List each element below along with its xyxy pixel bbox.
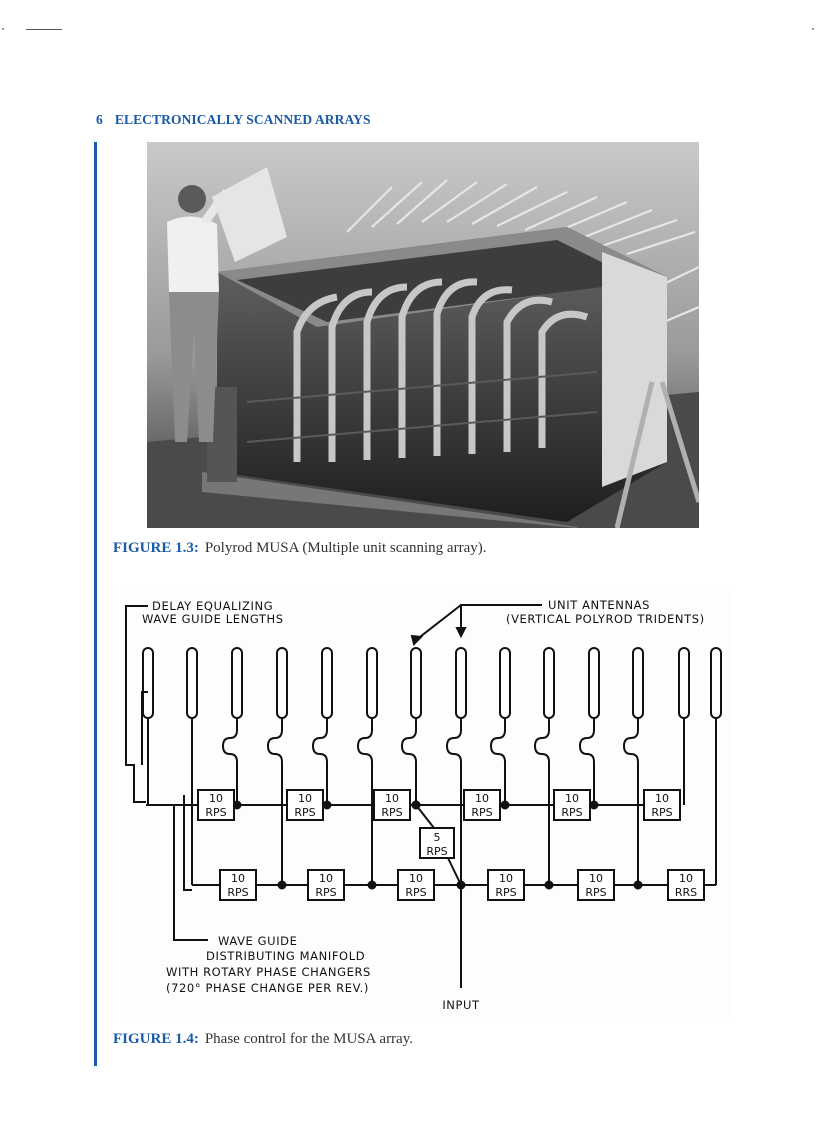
page-number: 6: [96, 112, 103, 127]
junction-dot: [324, 802, 331, 809]
phase-changer-rate: 10: [499, 872, 513, 885]
center-phase-changer-rate: 5: [433, 831, 441, 844]
phase-changer-unit: RPS: [227, 886, 249, 899]
running-title: ELECTRONICALLY SCANNED ARRAYS: [114, 112, 371, 127]
phase-changer-rate: 10: [475, 792, 489, 805]
antenna-element: [500, 648, 510, 718]
phase-changer-unit: RPS: [405, 886, 427, 899]
phase-changer-unit: RPS: [495, 886, 517, 899]
phase-changer-unit: RPS: [651, 806, 673, 819]
junction-dot: [369, 882, 376, 889]
antenna-element: [232, 648, 242, 718]
junction-dot: [635, 882, 642, 889]
antenna-element: [322, 648, 332, 718]
antenna-element: [633, 648, 643, 718]
manifold-label-line-2: DISTRIBUTING MANIFOLD: [206, 949, 366, 963]
crop-mark-right: [812, 28, 814, 30]
phase-changer-rate: 10: [319, 872, 333, 885]
figure-label: FIGURE 1.3:: [113, 540, 199, 556]
figure-caption-text: Phase control for the MUSA array.: [204, 1031, 413, 1047]
junction-dot: [502, 802, 509, 809]
antenna-element: [187, 648, 197, 718]
manifold-label-line-4: (720° PHASE CHANGE PER REV.): [166, 981, 369, 995]
phase-changer-rate: 10: [655, 792, 669, 805]
phase-changer-rate: 10: [298, 792, 312, 805]
figure-1-4-caption: [113, 1031, 413, 1048]
antenna-element: [143, 648, 153, 718]
phase-changer-rate: 10: [589, 872, 603, 885]
antenna-element: [456, 648, 466, 718]
chapter-side-bar: [94, 142, 97, 1066]
manifold-label-line-3: WITH ROTARY PHASE CHANGERS: [166, 965, 371, 979]
phase-changer-unit: RRS: [674, 886, 698, 899]
antenna-element: [589, 648, 599, 718]
phase-changer-rate: 10: [209, 792, 223, 805]
phase-changer-unit: RPS: [205, 806, 227, 819]
phase-changer-rate: 10: [565, 792, 579, 805]
antenna-element: [367, 648, 377, 718]
figure-label: FIGURE 1.4:: [113, 1031, 199, 1047]
figure-caption-text: Polyrod MUSA (Multiple unit scanning array).: [204, 540, 487, 556]
phase-changer-rate: 10: [385, 792, 399, 805]
antenna-label-line-1: UNIT ANTENNAS: [548, 598, 651, 612]
running-head: [96, 112, 371, 128]
junction-dot: [279, 882, 286, 889]
musa-photograph: [147, 142, 699, 528]
junction-dot: [591, 802, 598, 809]
antenna-label-line-2: (VERTICAL POLYROD TRIDENTS): [506, 612, 705, 626]
junction-dot: [546, 882, 553, 889]
antenna-element: [711, 648, 721, 718]
phase-changer-rate: 10: [409, 872, 423, 885]
center-phase-changer-unit: RPS: [426, 845, 448, 858]
antenna-element: [277, 648, 287, 718]
manifold-label-line-1: WAVE GUIDE: [218, 934, 298, 948]
phase-changer-unit: RPS: [294, 806, 316, 819]
figure-1-3-caption: [113, 540, 486, 557]
input-label: INPUT: [442, 998, 480, 1012]
top-rule: [26, 29, 62, 30]
delay-label-line-2: WAVE GUIDE LENGTHS: [142, 612, 284, 626]
antenna-element: [544, 648, 554, 718]
phase-control-diagram: [112, 590, 732, 1018]
delay-label-line-1: DELAY EQUALIZING: [152, 599, 274, 613]
phase-changer-unit: RPS: [315, 886, 337, 899]
antenna-element: [679, 648, 689, 718]
phase-changer-unit: RPS: [585, 886, 607, 899]
phase-changer-unit: RPS: [471, 806, 493, 819]
crop-mark-left: [2, 28, 4, 30]
phase-changer-unit: RPS: [381, 806, 403, 819]
phase-changer-rate: 10: [231, 872, 245, 885]
antenna-element: [411, 648, 421, 718]
phase-changer-unit: RPS: [561, 806, 583, 819]
phase-changer-rate: 10: [679, 872, 693, 885]
